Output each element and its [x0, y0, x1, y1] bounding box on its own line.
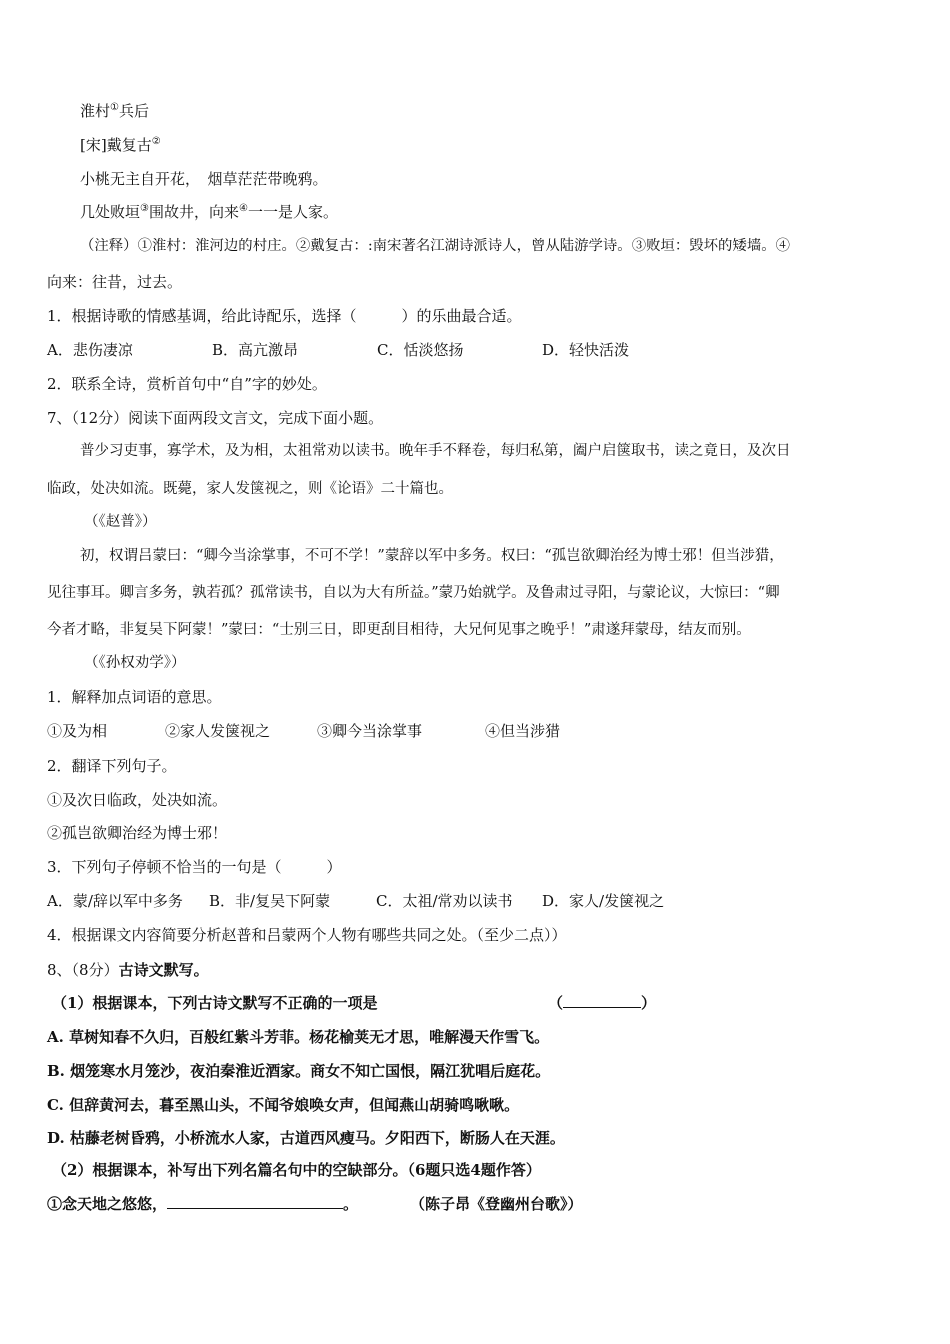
q7-q1-item-4: ④但当涉猎 [485, 722, 561, 740]
q7-question-2-item-1: ①及次日临政，处决如流。 [47, 791, 228, 809]
q6-option-d: D．轻快活泼 [542, 341, 630, 359]
poem-line-1: 小桃无主自开花， 烟草茫茫带晚鸦。 [80, 170, 328, 188]
q7-question-1: 1．解释加点词语的意思。 [47, 688, 222, 706]
q6-question-2: 2．联系全诗，赏析首句中“自”字的妙处。 [47, 375, 327, 393]
poem-author: [宋]戴复古② [80, 136, 161, 154]
q8-fill-item-1-source: （陈子昂《登幽州台歌》） [410, 1195, 583, 1213]
q8-sub-question-2: （2）根据课本，补写出下列名篇名句中的空缺部分。（6题只选4题作答） [52, 1161, 541, 1179]
q7-passage-1-line-1: 普少习吏事，寡学术，及为相，太祖常劝以读书。晚年手不释卷，每归私第，阖户启箧取书，读之竟日，及次日 [80, 443, 791, 459]
q8-fill-item-1: ①念天地之悠悠， 。 [47, 1195, 359, 1213]
q7-question-4: 4．根据课文内容简要分析赵普和吕蒙两个人物有哪些共同之处。（至少二点）） [47, 926, 567, 944]
q6-options [47, 340, 629, 360]
q6-option-b: B．高亢激昂 [212, 341, 299, 359]
q7-q3-option-c: C．太祖/常劝以读书 [376, 892, 513, 910]
answer-blank [563, 993, 641, 1008]
poem-title: 淮村①兵后 [80, 102, 149, 120]
fill-blank [167, 1194, 343, 1209]
q8-option-c: C. 但辞黄河去，暮至黑山头，不闻爷娘唤女声，但闻燕山胡骑鸣啾啾。 [47, 1096, 520, 1114]
q8-sub-question-1-answer: （ ） [548, 994, 657, 1012]
q8-sub-question-1: （1）根据课本，下列古诗文默写不正确的一项是 [52, 994, 378, 1012]
poem-line-2: 几处败垣③围故井，向来④一一是人家。 [80, 203, 338, 221]
q7-passage-1-line-2: 临政，处决如流。既薨，家人发箧视之，则《论语》二十篇也。 [47, 481, 453, 497]
poem-notes-line-1: （注释）①淮村：淮河边的村庄。②戴复古：:南宋著名江湖诗派诗人，曾从陆游学诗。③败垣：毁坏的矮墙。④ [80, 238, 790, 254]
q7-q3-option-b: B．非/复吴下阿蒙 [209, 892, 331, 910]
q7-passage-2-line-1: 初，权谓吕蒙曰：“卿今当涂掌事，不可不学！”蒙辞以军中多务。权曰：“孤岂欲卿治经为博士邪！但当涉猎， [80, 548, 784, 564]
q6-option-a: A．悲伤凄凉 [47, 341, 133, 359]
q6-question-1: 1．根据诗歌的情感基调，给此诗配乐，选择（ ）的乐曲最合适。 [47, 307, 522, 325]
q7-question-2: 2．翻译下列句子。 [47, 757, 177, 775]
q8-option-b: B. 烟笼寒水月笼沙，夜泊秦淮近酒家。商女不知亡国恨，隔江犹唱后庭花。 [47, 1062, 551, 1080]
q8-header: 8、（8分）古诗文默写。 [47, 961, 209, 979]
q7-question-3: 3．下列句子停顿不恰当的一句是（ ） [47, 858, 342, 876]
q7-question-2-item-2: ②孤岂欲卿治经为博士邪！ [47, 824, 228, 842]
poem-notes-line-2: 向来：往昔，过去。 [47, 273, 183, 291]
q7-passage-2-source: （《孙权劝学》） [84, 655, 186, 671]
q7-header: 7、（12分）阅读下面两段文言文，完成下面小题。 [47, 409, 384, 427]
q7-q1-item-3: ③卿今当涂掌事 [317, 722, 423, 740]
q7-passage-2-line-3: 今者才略，非复吴下阿蒙！”蒙曰：“士别三日，即更刮目相待，大兄何见事之晚乎！”肃遂拜蒙母，结友而别。 [47, 622, 751, 638]
q7-q3-option-d: D．家人/发箧视之 [542, 892, 665, 910]
q7-question-3-options [47, 891, 664, 911]
q8-option-a: A. 草树知春不久归，百般红紫斗芳菲。杨花榆荚无才思，唯解漫天作雪飞。 [47, 1028, 550, 1046]
q6-option-c: C．恬淡悠扬 [377, 341, 464, 359]
q7-q3-option-a: A．蒙/辞以军中多务 [47, 892, 183, 910]
q7-question-1-items [47, 721, 560, 741]
q7-passage-1-source: （《赵普》） [84, 514, 157, 530]
q7-q1-item-1: ①及为相 [47, 722, 108, 740]
q8-option-d: D. 枯藤老树昏鸦，小桥流水人家，古道西风瘦马。夕阳西下，断肠人在天涯。 [47, 1129, 565, 1147]
q7-q1-item-2: ②家人发箧视之 [165, 722, 271, 740]
q7-passage-2-line-2: 见往事耳。卿言多务，孰若孤？孤常读书，自以为大有所益。”蒙乃始就学。及鲁肃过寻阳，与蒙论议，大惊曰：“卿 [47, 585, 780, 601]
